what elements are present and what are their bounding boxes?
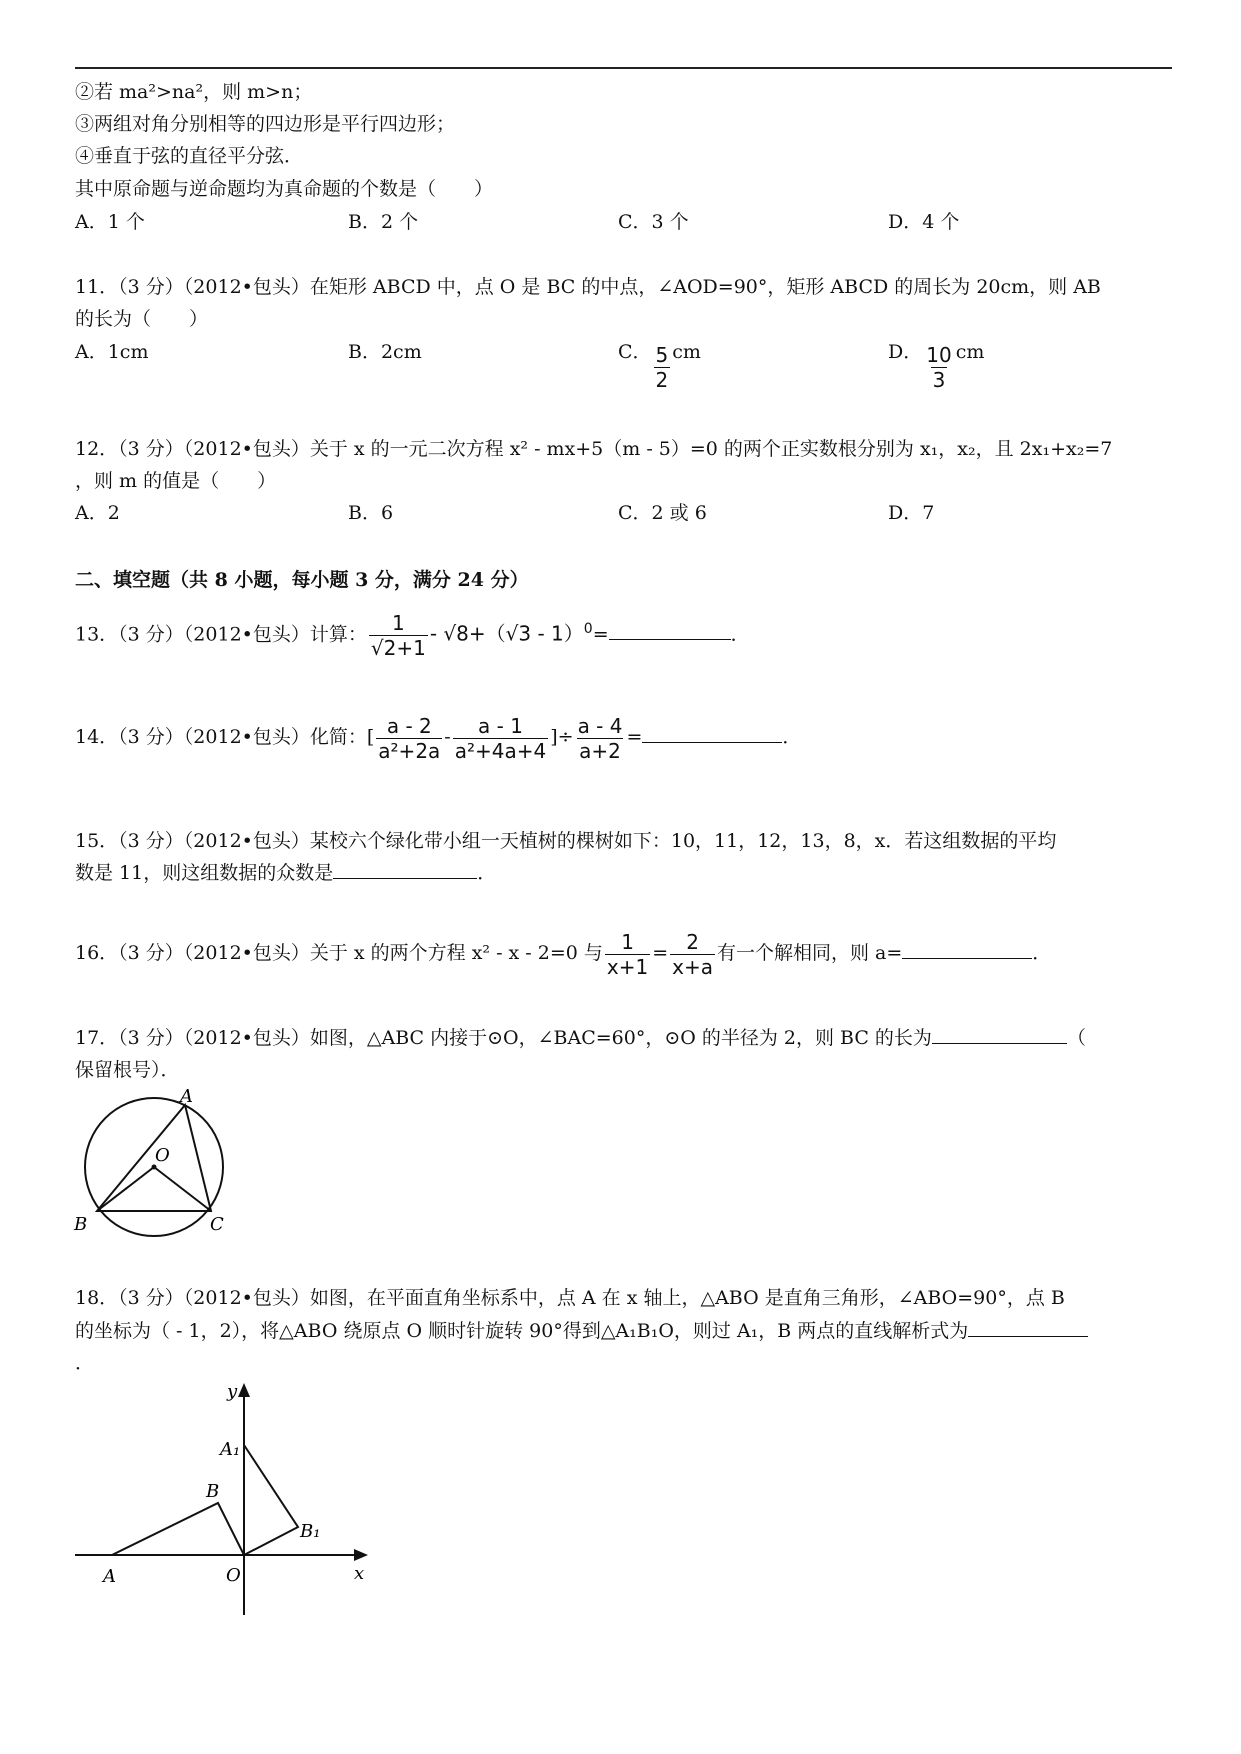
q12-option-a: A．2: [75, 502, 120, 524]
q17-paren: （: [1066, 1027, 1086, 1049]
y-axis-arrow-icon: [238, 1383, 250, 1397]
q16-fraction-2: [670, 930, 715, 979]
q18-answer-blank[interactable]: [968, 1318, 1088, 1337]
label-a: A: [180, 1088, 193, 1107]
label-o: O: [155, 1145, 170, 1166]
fraction-denominator: √2+1: [370, 635, 426, 660]
q15-prefix: 数是 11，则这组数据的众数是: [75, 862, 334, 884]
q18-stem-line3: ．: [75, 1352, 95, 1374]
q17-answer-blank[interactable]: [932, 1025, 1067, 1044]
fraction-numerator: 10: [926, 343, 952, 367]
triangle-abc: [97, 1105, 211, 1211]
fraction-numerator: a - 2: [386, 713, 432, 738]
q13-period: ．: [730, 623, 750, 646]
q14-stem: [75, 706, 801, 768]
x-axis-arrow-icon: [354, 1549, 368, 1561]
header-rule: [75, 67, 1172, 69]
q10-item-3: ③两组对角分别相等的四边形是平行四边形；: [75, 113, 456, 135]
q11-stem-line2: 的长为（ ）: [75, 308, 209, 330]
q17-stem-line2: 保留根号）．: [75, 1059, 180, 1081]
q10-option-d: D．4 个: [888, 211, 960, 233]
q14-period: ．: [782, 726, 802, 748]
label-x: x: [354, 1563, 365, 1584]
q16-suffix: 有一个解相同，则 a=: [717, 942, 903, 964]
q10-item-2: ②若 ma²>na²，则 m>n；: [75, 81, 313, 103]
triangle-a1b1o: [244, 1445, 298, 1555]
q12-option-c: C．2 或 6: [618, 502, 707, 524]
q18-text: 的坐标为（ - 1，2），将△ABO 绕原点 O 顺时针旋转 90°得到△A₁B₁O，则过 A₁，B 两点的直线解析式为: [75, 1320, 969, 1342]
q11-option-d-fraction: [924, 343, 953, 392]
q11-option-a: A．1cm: [75, 341, 149, 363]
q14-fraction-2: [453, 714, 549, 763]
q11-option-d-label: D．: [888, 341, 923, 363]
segment-ob: [97, 1167, 154, 1211]
fraction-denominator: a²+2a: [378, 738, 441, 763]
fraction-denominator: 2: [655, 368, 669, 392]
q12-stem-line2: ，则 m 的值是（ ）: [75, 470, 277, 492]
fraction-numerator: 1: [621, 929, 634, 954]
label-a: A: [103, 1566, 116, 1587]
q15-stem-line1: 15．（3 分）（2012•包头）某校六个绿化带小组一天植树的棵树如下：10，11，12，13，8，x．若这组数据的平均: [75, 830, 1057, 852]
label-b: B: [206, 1481, 220, 1502]
q10-option-c: C．3 个: [618, 211, 689, 233]
q10-option-b: B．2 个: [348, 211, 419, 233]
q11-option-d-unit: cm: [955, 341, 985, 363]
fraction-numerator: 1: [391, 610, 405, 635]
q10-item-4: ④垂直于弦的直径平分弦．: [75, 145, 304, 167]
q16-stem: [75, 925, 1051, 981]
q18-coordinate-figure: [70, 1375, 380, 1630]
fraction-denominator: x+a: [672, 954, 713, 979]
q13-stem: [75, 598, 750, 665]
q18-stem-line2: [75, 1318, 1088, 1344]
fraction-denominator: 3: [932, 368, 946, 392]
label-b1: B₁: [300, 1521, 321, 1542]
q15-period: ．: [477, 862, 497, 884]
q13-expression: - √8+（√3 - 1）: [429, 621, 584, 646]
fraction-numerator: 2: [686, 929, 699, 954]
fraction-numerator: a - 1: [478, 713, 523, 738]
q11-option-c: [618, 339, 701, 392]
label-c: C: [210, 1214, 224, 1235]
q10-stem: 其中原命题与逆命题均为真命题的个数是（ ）: [75, 178, 494, 200]
q13-prefix: 13．（3 分）（2012•包头）计算：: [75, 623, 367, 646]
q17-text: 17．（3 分）（2012•包头）如图，△ABC 内接于⊙O，∠BAC=60°，⊙O 的半径为 2，则 BC 的长为: [75, 1027, 932, 1049]
q14-fraction-3: [576, 714, 625, 763]
q16-equals: =: [652, 942, 669, 964]
q15-stem-line2: [75, 860, 496, 886]
q13-equals: =: [592, 623, 609, 646]
fraction-denominator: x+1: [606, 954, 649, 979]
q14-prefix: 14．（3 分）（2012•包头）化简：[: [75, 726, 375, 748]
q12-stem-line1: 12．（3 分）（2012•包头）关于 x 的一元二次方程 x² - mx+5（m - 5）=0 的两个正实数根分别为 x₁，x₂，且 2x₁+x₂=7: [75, 438, 1113, 460]
q11-option-b: B．2cm: [348, 341, 422, 363]
q14-answer-blank[interactable]: [642, 724, 782, 743]
fraction-denominator: a²+4a+4: [454, 738, 547, 763]
fraction-numerator: a - 4: [577, 713, 623, 738]
q17-circle-figure: [72, 1088, 242, 1248]
q11-option-d: [888, 339, 984, 392]
q16-fraction-1: [605, 930, 650, 979]
q17-stem-line1: [75, 1025, 1086, 1051]
fraction-denominator: a+2: [579, 738, 621, 763]
q14-fraction-1: [376, 714, 442, 763]
fraction-numerator: 5: [655, 343, 669, 367]
q14-minus: -: [444, 726, 451, 748]
q12-option-d: D．7: [888, 502, 935, 524]
q14-equals: =: [626, 726, 643, 748]
q16-period: ．: [1032, 942, 1052, 964]
label-y: y: [227, 1381, 238, 1402]
q11-option-c-label: C．: [618, 341, 652, 363]
q13-exponent: 0: [583, 621, 593, 637]
q11-stem-line1: 11．（3 分）（2012•包头）在矩形 ABCD 中，点 O 是 BC 的中点，∠AOD=90°，矩形 ABCD 的周长为 20cm，则 AB: [75, 276, 1101, 298]
q15-answer-blank[interactable]: [333, 860, 477, 879]
section-heading: 二、填空题（共 8 小题，每小题 3 分，满分 24 分）: [75, 569, 529, 591]
label-b: B: [74, 1214, 88, 1235]
triangle-abo: [112, 1503, 244, 1555]
label-a1: A₁: [220, 1439, 241, 1460]
q16-answer-blank[interactable]: [902, 940, 1032, 959]
q14-divide: ]÷: [550, 726, 574, 748]
q11-option-c-fraction: [654, 343, 671, 392]
q18-stem-line1: 18．（3 分）（2012•包头）如图，在平面直角坐标系中，点 A 在 x 轴上，△ABO 是直角三角形，∠ABO=90°，点 B: [75, 1287, 1065, 1309]
q16-prefix: 16．（3 分）（2012•包头）关于 x 的两个方程 x² - x - 2=0 与: [75, 942, 603, 964]
q13-fraction: [369, 611, 428, 660]
q11-option-c-unit: cm: [672, 341, 701, 363]
q12-option-b: B．6: [348, 502, 394, 524]
q10-option-a: A．1 个: [75, 211, 145, 233]
q13-answer-blank[interactable]: [609, 621, 731, 640]
label-o: O: [226, 1565, 241, 1586]
